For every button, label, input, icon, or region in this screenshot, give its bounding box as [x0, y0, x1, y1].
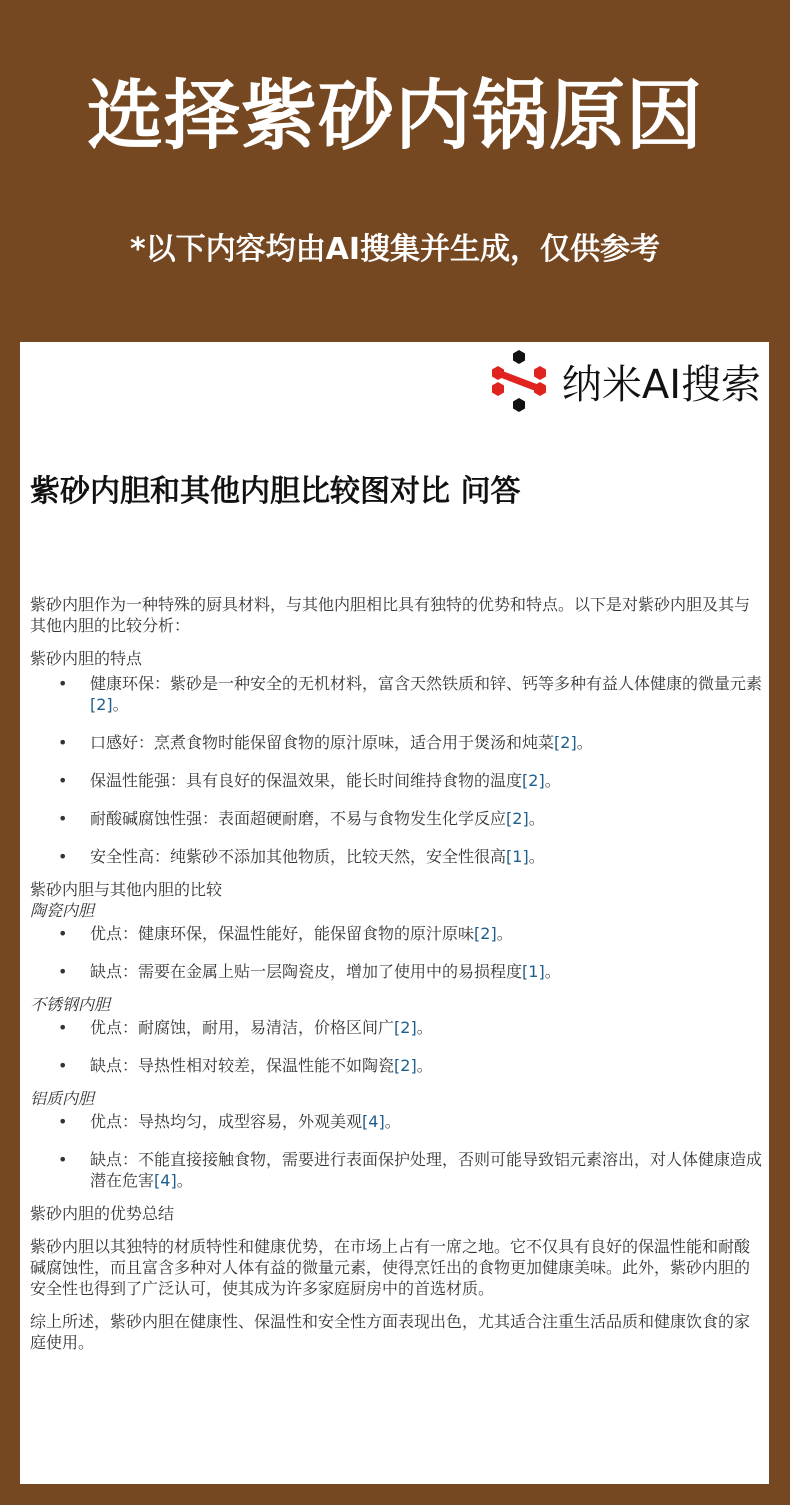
conclusion-paragraph: 综上所述，紫砂内胆在健康性、保温性和安全性方面表现出色，尤其适合注重生活品质和健康饮食的家庭使用。	[30, 1312, 751, 1352]
banner-subtitle: *以下内容均由AI搜集并生成，仅供参考	[129, 232, 661, 267]
item-text: 缺点：不能直接接触食物，需要进行表面保护处理，否则可能导致铝元素溶出，对人体健康造成潜在危害	[90, 1150, 763, 1190]
citation-link[interactable]: [2]	[90, 695, 113, 714]
item-text: 缺点：导热性相对较差，保温性能不如陶瓷	[90, 1056, 395, 1075]
item-text: 耐酸碱腐蚀性强：表面超硬耐磨，不易与食物发生化学反应	[90, 809, 507, 828]
features-list	[30, 673, 762, 867]
item-end: 。	[576, 733, 593, 752]
citation-link[interactable]: [2]	[474, 924, 497, 943]
list-item	[30, 808, 762, 829]
summary-paragraph: 紫砂内胆以其独特的材质特性和健康优势，在市场上占有一席之地。它不仅具有良好的保温性能和耐酸碱腐蚀性，而且富含多种对人体有益的微量元素，使得烹饪出的食物更加健康美味。此外，紫砂内胆的安全性也得到了广泛认可，使其成为许多家庭厨房中的首选材质。	[30, 1237, 751, 1298]
bullet-icon: •	[58, 674, 68, 693]
group-heading-aluminum: 铝质内胆	[30, 1089, 95, 1108]
bullet-icon: •	[58, 1150, 68, 1169]
citation-link[interactable]: [1]	[522, 962, 545, 981]
item-text: 优点：健康环保，保温性能好，能保留食物的原汁原味	[90, 924, 475, 943]
list-item	[30, 923, 762, 944]
item-end: 。	[496, 924, 513, 943]
citation-link[interactable]: [1]	[506, 847, 529, 866]
banner-title: 选择紫砂内锅原因	[87, 71, 703, 160]
comparison-heading: 紫砂内胆与其他内胆的比较	[30, 880, 223, 899]
features-heading: 紫砂内胆的特点	[30, 649, 143, 668]
bullet-icon: •	[58, 771, 68, 790]
nano-ai-logo-icon	[490, 348, 548, 414]
bullet-icon: •	[58, 809, 68, 828]
document-title: 紫砂内胆和其他内胆比较图对比 问答	[30, 474, 521, 509]
item-text: 口感好：烹煮食物时能保留食物的原汁原味，适合用于煲汤和炖菜	[90, 733, 555, 752]
list-item	[30, 732, 762, 753]
list-item	[30, 1149, 762, 1191]
item-text: 健康环保：紫砂是一种安全的无机材料，富含天然铁质和锌、钙等多种有益人体健康的微量元素	[90, 674, 763, 693]
citation-link[interactable]: [2]	[394, 1056, 417, 1075]
item-text: 保温性能强：具有良好的保温效果，能长时间维持食物的温度	[90, 771, 523, 790]
content-card	[20, 342, 769, 1484]
bullet-icon: •	[58, 733, 68, 752]
summary-heading: 紫砂内胆的优势总结	[30, 1204, 175, 1223]
item-end: 。	[416, 1056, 433, 1075]
ceramic-list	[30, 923, 762, 982]
citation-link[interactable]: [4]	[362, 1112, 385, 1131]
item-end: 。	[384, 1112, 401, 1131]
bullet-icon: •	[58, 1018, 68, 1037]
bullet-icon: •	[58, 1112, 68, 1131]
list-item	[30, 770, 762, 791]
aluminum-list	[30, 1111, 762, 1191]
list-item	[30, 961, 762, 982]
list-item	[30, 673, 762, 715]
item-end: 。	[528, 847, 545, 866]
list-item	[30, 1017, 762, 1038]
item-end: 。	[416, 1018, 433, 1037]
intro-paragraph: 紫砂内胆作为一种特殊的厨具材料，与其他内胆相比具有独特的优势和特点。以下是对紫砂内胆及其与其他内胆的比较分析：	[30, 595, 751, 635]
item-text: 安全性高：纯紫砂不添加其他物质，比较天然，安全性很高	[90, 847, 507, 866]
citation-link[interactable]: [2]	[554, 733, 577, 752]
citation-link[interactable]: [2]	[394, 1018, 417, 1037]
item-text: 优点：耐腐蚀，耐用，易清洁，价格区间广	[90, 1018, 395, 1037]
bullet-icon: •	[58, 1056, 68, 1075]
brand-logo	[490, 346, 761, 416]
bullet-icon: •	[58, 962, 68, 981]
list-item	[30, 1111, 762, 1132]
list-item	[30, 1055, 762, 1076]
group-heading-stainless: 不锈钢内胆	[30, 995, 111, 1014]
citation-link[interactable]: [4]	[154, 1171, 177, 1190]
bullet-icon: •	[58, 924, 68, 943]
list-item	[30, 846, 762, 867]
stainless-list	[30, 1017, 762, 1076]
group-heading-ceramic: 陶瓷内胆	[30, 901, 95, 920]
citation-link[interactable]: [2]	[506, 809, 529, 828]
item-end: 。	[112, 695, 129, 714]
item-end: 。	[176, 1171, 193, 1190]
citation-link[interactable]: [2]	[522, 771, 545, 790]
brand-name: 纳米AI搜索	[561, 361, 761, 408]
item-text: 优点：导热均匀，成型容易，外观美观	[90, 1112, 363, 1131]
bullet-icon: •	[58, 847, 68, 866]
item-end: 。	[528, 809, 545, 828]
item-end: 。	[544, 962, 561, 981]
item-text: 缺点：需要在金属上贴一层陶瓷皮，增加了使用中的易损程度	[90, 962, 523, 981]
item-end: 。	[544, 771, 561, 790]
document-body	[30, 594, 762, 1353]
